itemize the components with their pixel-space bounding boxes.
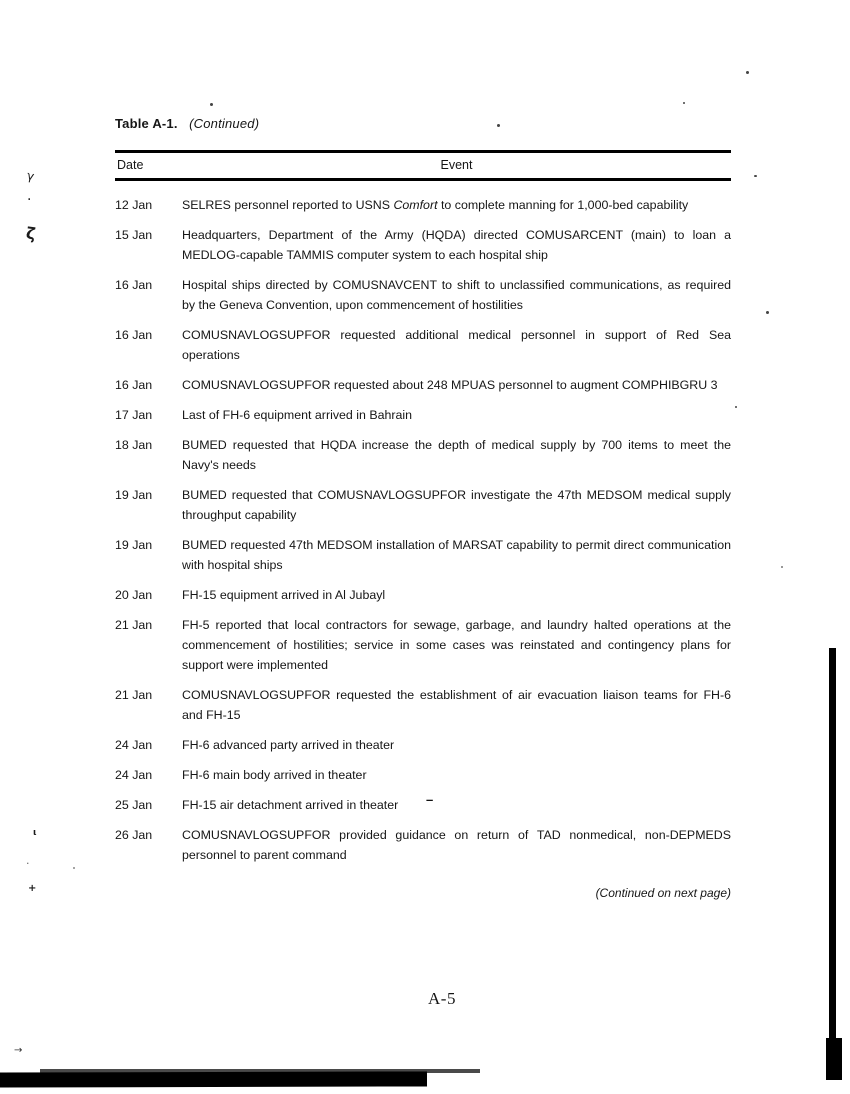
- table-row: [115, 765, 731, 785]
- date-column-header: Date: [117, 158, 144, 172]
- row-event: [182, 375, 731, 395]
- row-event-text: FH-6 main body arrived in theater: [182, 768, 367, 782]
- row-event: [182, 485, 731, 525]
- table-row: [115, 535, 731, 575]
- row-event-text: FH-5 reported that local contractors for sewage, garbage, and laundry halted operations at the commencement of hostilities; service in some cases was reinstated and contingency plans for support were implemented: [182, 618, 731, 672]
- table-row: [115, 275, 731, 315]
- row-event-text: Last of FH-6 equipment arrived in Bahrain: [182, 408, 413, 422]
- handwritten-mark: →: [14, 1045, 23, 1056]
- table-row: [115, 615, 731, 675]
- row-event-text: BUMED requested that HQDA increase the depth of medical supply by 700 items to meet the Navy's needs: [182, 438, 731, 472]
- row-event-text: COMUSNAVLOGSUPFOR requested additional medical personnel in support of Red Sea operations: [182, 328, 731, 362]
- row-event-text: SELRES personnel reported to USNS: [182, 198, 394, 212]
- row-event-text: BUMED requested that COMUSNAVLOGSUPFOR investigate the 47th MEDSOM medical supply throughput capability: [182, 488, 731, 522]
- scan-speck: [683, 102, 685, 104]
- table-title: [115, 116, 259, 131]
- continued-note: (Continued on next page): [595, 886, 731, 900]
- table-row: [115, 435, 731, 475]
- row-date: 12 Jan: [115, 198, 153, 212]
- scan-speck: [73, 867, 75, 869]
- row-event-text: COMUSNAVLOGSUPFOR requested the establishment of air evacuation liaison teams for FH-6 and FH-15: [182, 688, 731, 722]
- row-event: [182, 795, 731, 815]
- table-top-rule: [115, 150, 731, 153]
- row-event: [182, 615, 731, 675]
- row-date: 24 Jan: [115, 768, 153, 782]
- handwritten-mark: γ: [25, 168, 36, 184]
- handwritten-mark: ζ: [24, 223, 37, 244]
- scan-speck: [766, 311, 769, 314]
- row-date: 19 Jan: [115, 538, 153, 552]
- handwritten-mark: ι: [33, 828, 37, 838]
- row-date: 26 Jan: [115, 828, 153, 842]
- row-event-text: Hospital ships directed by COMUSNAVCENT to shift to unclassified communications, as required by the Geneva Convention, upon commencement of hostilities: [182, 278, 731, 312]
- row-event-text: BUMED requested 47th MEDSOM installation of MARSAT capability to permit direct communication with hospital ships: [182, 538, 731, 572]
- row-event: [182, 275, 731, 315]
- row-event-text: FH-15 air detachment arrived in theater: [182, 798, 399, 812]
- row-date: 25 Jan: [115, 798, 153, 812]
- table-row: [115, 405, 731, 425]
- row-date: 16 Jan: [115, 378, 153, 392]
- table-row: [115, 585, 731, 605]
- row-event: [182, 405, 731, 425]
- row-date: 20 Jan: [115, 588, 153, 602]
- event-column-header: Event: [440, 158, 473, 172]
- row-date: 19 Jan: [115, 488, 153, 502]
- table-row: [115, 485, 731, 525]
- stray-mark: –: [426, 792, 434, 807]
- table-row: [115, 375, 731, 395]
- handwritten-mark: +: [28, 883, 37, 894]
- table-row: [115, 735, 731, 755]
- scan-artifact-bottom-bar: [0, 1071, 427, 1087]
- row-event: [182, 685, 731, 725]
- row-event: [182, 765, 731, 785]
- row-event: [182, 325, 731, 365]
- row-event-text: FH-15 equipment arrived in Al Jubayl: [182, 588, 386, 602]
- row-event-text: FH-6 advanced party arrived in theater: [182, 738, 395, 752]
- table-row: [115, 685, 731, 725]
- scan-speck: [735, 406, 737, 408]
- handwritten-mark: ·: [27, 192, 32, 208]
- page-number: A-5: [428, 989, 456, 1008]
- table-row: [115, 825, 731, 865]
- scan-speck: [781, 566, 783, 568]
- row-date: 16 Jan: [115, 278, 153, 292]
- row-event: [182, 225, 731, 265]
- row-date: 21 Jan: [115, 618, 153, 632]
- row-date: 24 Jan: [115, 738, 153, 752]
- row-date: 18 Jan: [115, 438, 153, 452]
- table-header: [115, 158, 731, 172]
- row-event: [182, 825, 731, 865]
- row-event-text: COMUSNAVLOGSUPFOR requested about 248 MPUAS personnel to augment COMPHIBGRU 3: [182, 378, 718, 392]
- scan-speck: [746, 71, 749, 74]
- row-date: 15 Jan: [115, 228, 153, 242]
- row-event: [182, 735, 731, 755]
- table-row: [115, 325, 731, 365]
- scan-artifact-right-bar-bottom: [826, 1038, 842, 1080]
- table-body: [115, 195, 731, 865]
- scan-speck: [210, 103, 213, 106]
- row-event-italic: Comfort: [393, 198, 438, 212]
- table-title-continued: (Continued): [189, 116, 260, 131]
- table-row: [115, 225, 731, 265]
- scan-artifact-right-bar: [829, 648, 836, 1040]
- row-event-text: Headquarters, Department of the Army (HQDA) directed COMUSARCENT (main) to loan a MEDLOG-capable TAMMIS computer system to each hospital ship: [182, 228, 731, 262]
- row-event: [182, 585, 731, 605]
- row-event: [182, 535, 731, 575]
- row-event-text: to complete manning for 1,000-bed capability: [437, 198, 689, 212]
- scan-speck: [497, 124, 500, 127]
- row-date: 21 Jan: [115, 688, 153, 702]
- row-event: [182, 435, 731, 475]
- scan-speck: [754, 175, 757, 177]
- row-date: 16 Jan: [115, 328, 153, 342]
- row-event: [182, 195, 731, 215]
- row-event-text: COMUSNAVLOGSUPFOR provided guidance on return of TAD nonmedical, non-DEPMEDS personnel to parent command: [182, 828, 731, 862]
- handwritten-mark: ·: [26, 857, 30, 870]
- table-row: [115, 195, 731, 215]
- row-date: 17 Jan: [115, 408, 153, 422]
- table-header-rule: [115, 178, 731, 181]
- table-title-label: Table A-1.: [115, 116, 178, 131]
- table-row: [115, 795, 731, 815]
